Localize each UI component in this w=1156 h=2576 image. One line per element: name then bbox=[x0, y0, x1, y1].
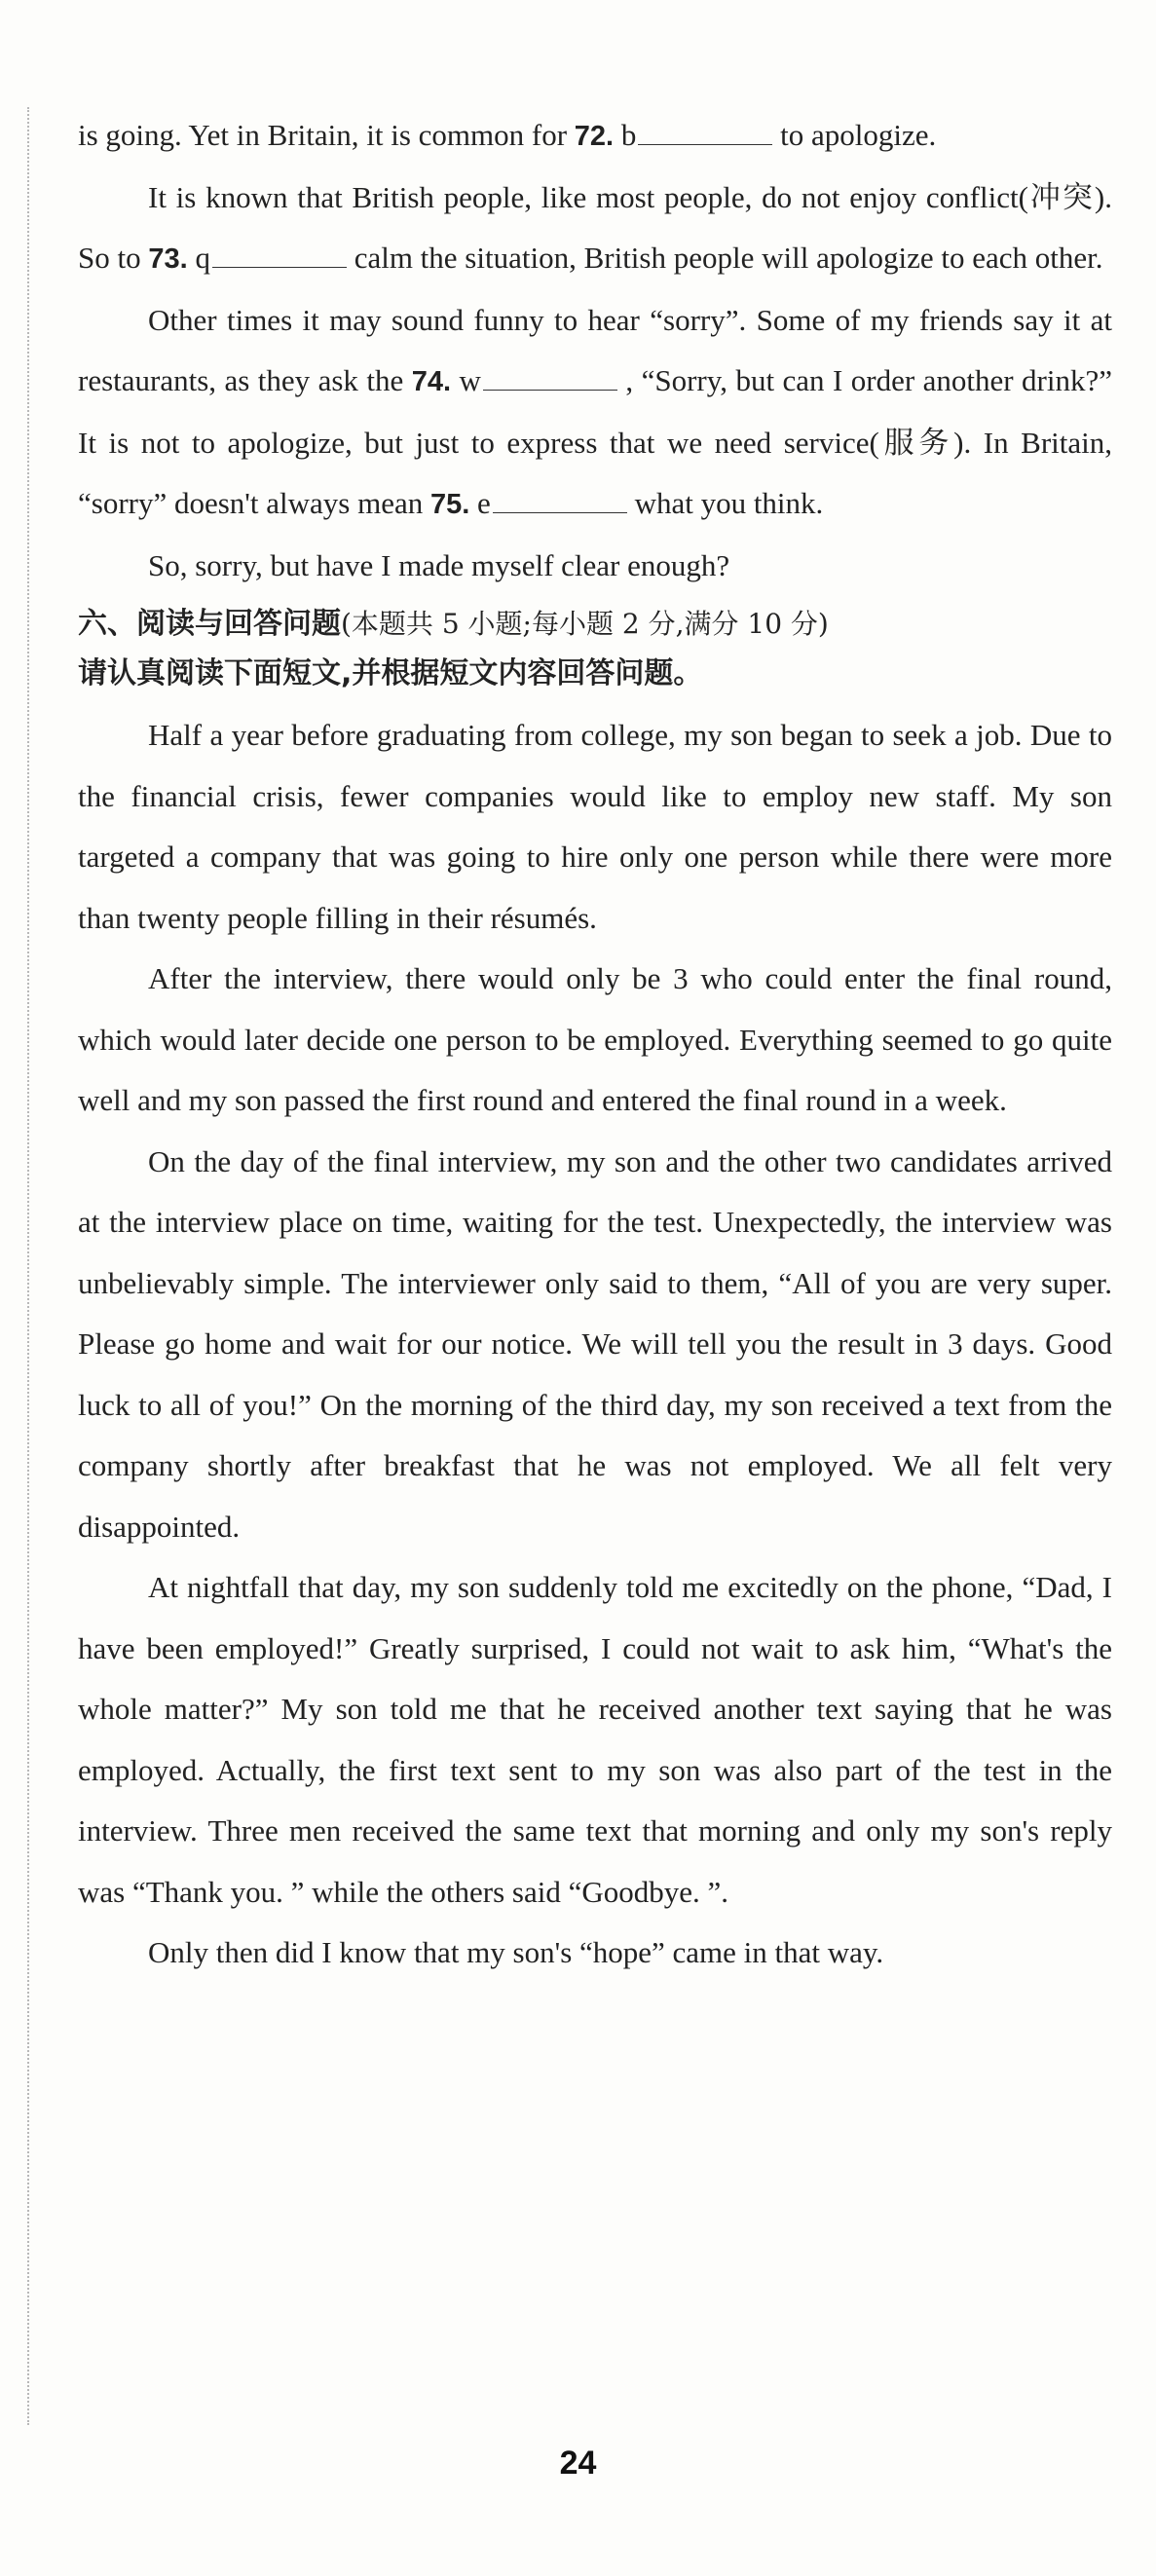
question-number-75: 75. bbox=[429, 489, 470, 520]
cloze-text: is going. Yet in Britain, it is common for bbox=[78, 118, 575, 152]
initial-letter: e bbox=[469, 486, 491, 520]
section-instruction: 请认真阅读下面短文,并根据短文内容回答问题。 bbox=[78, 656, 703, 691]
answer-blank-72[interactable] bbox=[638, 123, 772, 145]
question-number-73: 73. bbox=[148, 243, 188, 275]
cloze-text: calm the situation, British people will apologize to each other. bbox=[346, 241, 1103, 275]
initial-letter: q bbox=[187, 241, 210, 275]
passage-paragraph-4: At nightfall that day, my son suddenly told me excitedly on the phone, “Dad, I have been employed!” Greatly surprised, I could not wait to ask him, “What's the whole matter?” My son told me that he received another text saying that he was employed. Actually, the first text sent to my son was also part of the test in the interview. Three men received the same text that morning and only my son's reply was “Thank you. ” while the others said “Goodbye. ”. bbox=[78, 1570, 1112, 1909]
initial-letter: w bbox=[451, 363, 481, 397]
initial-letter: b bbox=[614, 118, 637, 152]
cloze-text: what you think. bbox=[626, 486, 824, 520]
page-content bbox=[78, 105, 1112, 1984]
cloze-paragraph-2 bbox=[78, 168, 1112, 290]
answer-blank-74[interactable] bbox=[483, 368, 617, 391]
section-title: 六、阅读与回答问题 bbox=[78, 607, 341, 641]
answer-blank-73[interactable] bbox=[212, 245, 347, 268]
cloze-paragraph-1 bbox=[78, 105, 1112, 168]
section-score-note: (本题共 5 小题;每小题 2 分,满分 10 分) bbox=[341, 608, 829, 640]
cloze-text: Other times it may sound funny to hear “sorry”. Some of my friends say it at restaurants, as they ask the bbox=[78, 302, 1112, 397]
question-number-74: 74. bbox=[411, 366, 452, 397]
section-heading bbox=[78, 600, 1112, 649]
binding-margin-line bbox=[27, 107, 29, 2425]
cloze-text: to apologize. bbox=[772, 118, 937, 152]
cloze-paragraph-4: So, sorry, but have I made myself clear enough? bbox=[148, 547, 730, 582]
passage-paragraph-2: After the interview, there would only be 3 who could enter the final round, which would later decide one person to be employed. Everything seemed to go quite well and my son passed the first round and entered the final round in a week. bbox=[78, 961, 1112, 1117]
answer-blank-75[interactable] bbox=[493, 491, 627, 513]
passage-paragraph-5: Only then did I know that my son's “hope” came in that way. bbox=[148, 1935, 884, 1969]
question-number-72: 72. bbox=[574, 121, 615, 152]
passage-paragraph-1: Half a year before graduating from college, my son began to seek a job. Due to the financial crisis, fewer companies would like to employ new staff. My son targeted a company that was going to hire only one person while there were more than twenty people filling in their résumés. bbox=[78, 718, 1112, 935]
cloze-paragraph-3 bbox=[78, 290, 1112, 536]
cloze-text: , “Sorry, but can I order another drink?” It is not to apologize, but just to express that we need service(服务). In Britain, “sorry” doesn't always mean bbox=[78, 363, 1113, 520]
passage-paragraph-3: On the day of the final interview, my son and the other two candidates arrived at the interview place on time, waiting for the test. Unexpectedly, the interview was unbelievably simple. The interviewer only said to them, “All of you are very super. Please go home and wait for our notice. We will tell you the result in 3 days. Good luck to all of you!” On the morning of the third day, my son received a text from the company shortly after breakfast that he was not employed. We all felt very disappointed. bbox=[78, 1143, 1112, 1544]
page-number: 24 bbox=[559, 2445, 597, 2482]
cloze-text: It is known that British people, like most people, do not enjoy conflict(冲突). So to bbox=[78, 179, 1112, 275]
